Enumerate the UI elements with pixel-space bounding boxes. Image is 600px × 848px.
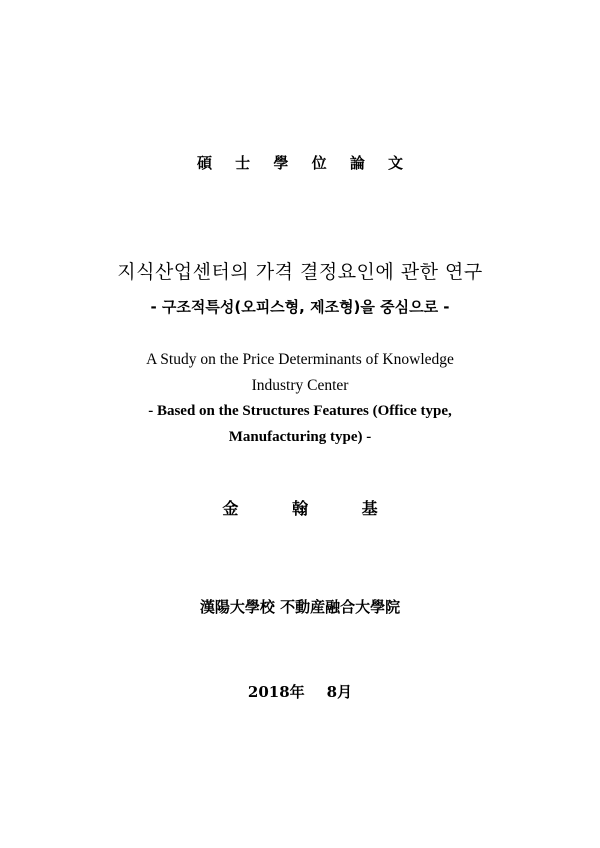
english-title-line-1: A Study on the Price Determinants of Knowledge [146,351,454,368]
institution-name: 漢陽大學校 不動産融合大學院 [199,598,401,616]
date-month: 8月 [326,683,353,701]
english-subtitle-line-2: Manufacturing type) - [228,429,372,445]
date-year: 2018年 [247,683,305,701]
korean-subtitle: - 구조적특성(오피스형, 제조형)을 중심으로 - [150,298,450,316]
submission-date [0,681,600,702]
english-title-line-2: Industry Center [251,377,349,394]
korean-title: 지식산업센터의 가격 결정요인에 관한 연구 [117,261,483,283]
author-name: 金 翰 基 [222,499,402,518]
degree-heading: 碩 士 學 位 論 文 [196,154,413,172]
english-subtitle-line-1: - Based on the Structures Features (Office type, [148,403,452,419]
